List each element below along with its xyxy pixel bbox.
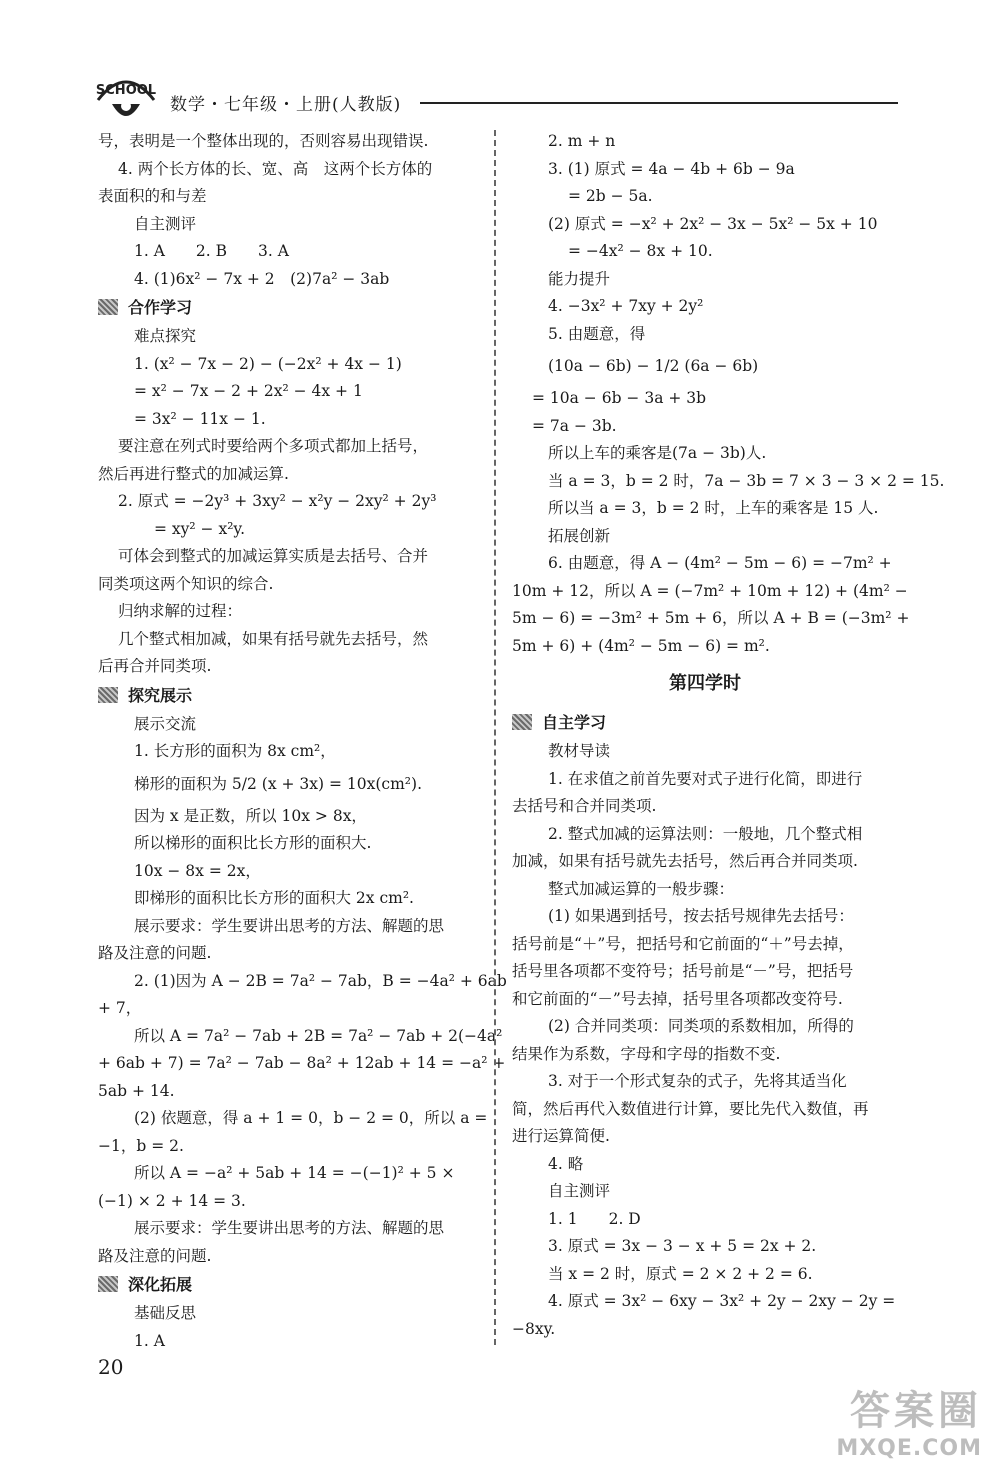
text-line: (1) 如果遇到括号，按去括号规律先去括号： [548,907,854,925]
text-line: 2. m + n [548,132,616,150]
text-line: 加减，如果有括号就先去括号，然后再合并同类项. [512,852,858,870]
text-line: (2) 依题意，得 a + 1 = 0，b − 2 = 0，所以 a = [134,1109,488,1127]
section-title: 探究展示 [128,685,193,705]
text-line: + 6ab + 7) = 7a² − 7ab − 8a² + 12ab + 14 = −a² + [98,1054,506,1072]
text-line: 10x − 8x = 2x， [134,861,261,880]
text-line: 然后再进行整式的加减运算. [98,464,289,483]
text-line: 号，表明是一个整体出现的，否则容易出现错误. [98,132,429,150]
text-line: 所以当 a = 3，b = 2 时，上车的乘客是 15 人. [548,499,879,517]
text-line: 路及注意的问题. [98,944,212,962]
page-number: 20 [98,1355,124,1379]
text-line: 5m + 6) + (4m² − 5m − 6) = m². [512,636,770,655]
text-line: 5m − 6) = −3m² + 5m + 6，所以 A + B = (−3m² + [512,609,910,627]
text-line: 当 x = 2 时，原式 = 2 × 2 + 2 = 6. [548,1264,813,1283]
section-heading [98,1270,480,1300]
text-line: (2) 合并同类项：同类项的系数相加，所得的 [548,1017,854,1035]
section-heading [98,681,480,711]
text-line: 3. 对于一个形式复杂的式子，先将其适当化 [548,1072,847,1090]
lesson-title: 第四学时 [669,673,741,694]
text-line: = −4x² − 8x + 10. [568,242,713,260]
subheading: 自主测评 [134,214,197,233]
text-line: 4. 原式 = 3x² − 6xy − 3x² + 2y − 2xy − 2y = [548,1292,896,1310]
text-line: = 7a − 3b. [532,416,617,435]
logo-text: SCHOOL [95,83,157,98]
text-line: 进行运算简便. [512,1127,610,1145]
section-heading [98,293,480,323]
text-line: 所以 A = −a² + 5ab + 14 = −(−1)² + 5 × [134,1164,455,1182]
text-line: 5ab + 14. [98,1081,175,1100]
text-line: 3. 原式 = 3x − 3 − x + 5 = 2x + 2. [548,1237,817,1255]
text-line: 同类项这两个知识的综合. [98,574,274,593]
text-line: 要注意在列式时要给两个多项式都加上括号， [118,437,429,455]
watermark-main: 答案圈 [850,1388,982,1434]
subheading: 自主测评 [548,1182,611,1200]
text-line: 1. (x² − 7x − 2) − (−2x² + 4x − 1) [134,354,402,373]
text-line: 所以 A = 7a² − 7ab + 2B = 7a² − 7ab + 2(−4a² [134,1026,503,1045]
text-line: (2) 原式 = −x² + 2x² − 3x − 5x² − 5x + 10 [548,214,878,233]
text-line: 路及注意的问题. [98,1246,212,1265]
text-line: = 3x² − 11x − 1. [134,409,266,428]
text-line: = 2b − 5a. [568,187,653,205]
section-icon [98,1276,118,1292]
book-title: 数学・七年级・上册(人教版) [170,95,402,115]
text-line: 表面积的和与差 [98,187,207,205]
subheading: 教材导读 [548,742,611,760]
text-line: 因为 x 是正数，所以 10x > 8x， [134,806,367,825]
text-line: 展示要求：学生要讲出思考的方法、解题的思 [134,1219,445,1237]
right-column [512,128,945,1343]
subheading: 难点探究 [134,327,197,345]
site-watermark [782,1379,982,1461]
text-line: 即梯形的面积比长方形的面积大 2x cm². [134,889,414,907]
watermark-sub: MXQE.COM [836,1436,982,1461]
section-icon [512,714,532,730]
section-title: 合作学习 [128,298,193,317]
text-line: = 10a − 6b − 3a + 3b [532,389,707,407]
text-line: −8xy. [512,1319,556,1338]
section-heading [512,708,898,738]
section-title: 深化拓展 [128,1275,193,1294]
section-icon [98,687,118,703]
text-line: 4. 略 [548,1154,584,1173]
text-line: 括号前是“＋”号，把括号和它前面的“＋”号去掉， [512,934,854,953]
text-line: = x² − 7x − 2 + 2x² − 4x + 1 [134,382,363,400]
text-line: 1. 1 2. D [548,1209,641,1228]
subheading: 能力提升 [548,269,611,288]
text-line: + 7， [98,999,142,1017]
subheading: 拓展创新 [548,526,611,545]
text-line: 所以梯形的面积比长方形的面积大. [134,834,372,852]
text-line: 1. A 2. B 3. A [134,242,289,260]
subheading: 展示交流 [134,714,197,733]
text-line: 3. (1) 原式 = 4a − 4b + 6b − 9a [548,159,795,178]
text-line: 4. 两个长方体的长、宽、高 这两个长方体的 [118,159,433,178]
text-line: 括号里各项都不变符号；括号前是“－”号，把括号 [512,962,854,980]
text-line: 5. 由题意，得 [548,324,646,343]
text-line: (−1) × 2 + 14 = 3. [98,1191,246,1210]
text-line: 4. (1)6x² − 7x + 2 (2)7a² − 3ab [134,269,390,288]
text-line: 2. 整式加减的运算法则：一般地，几个整式相 [548,824,863,843]
text-line: 1. A [134,1331,165,1350]
text-line: 1. 在求值之前首先要对式子进行化简，即进行 [548,769,863,788]
text-line: 6. 由题意，得 A − (4m² − 5m − 6) = −7m² + [548,554,892,572]
text-line: 去括号和合并同类项. [512,797,657,815]
text-line: −1，b = 2. [98,1136,184,1155]
school-logo [90,70,162,130]
text-line: 后再合并同类项. [98,657,212,675]
page-header [90,70,900,130]
text-line: 2. 原式 = −2y³ + 3xy² − x²y − 2xy² + 2y³ [118,492,437,510]
subheading: 基础反思 [134,1304,197,1322]
text-line: 10m + 12，所以 A = (−7m² + 10m + 12) + (4m² − [512,581,908,600]
text-line: 4. −3x² + 7xy + 2y² [548,297,704,315]
section-icon [98,299,118,315]
text-line: 1. 长方形的面积为 8x cm²， [134,742,336,760]
text-line: 梯形的面积为 5/2 (x + 3x) = 10x(cm²). [134,774,422,793]
header-rule [420,102,898,104]
text-line: 可体会到整式的加减运算实质是去括号、合并 [118,547,429,565]
left-column [98,128,507,1355]
text-line: (10a − 6b) − 1/2 (6a − 6b) [548,357,759,375]
text-line: 当 a = 3，b = 2 时，7a − 3b = 7 × 3 − 3 × 2 = 15. [548,471,945,490]
text-line: 和它前面的“－”号去掉，括号里各项都改变符号. [512,989,843,1008]
text-line: 所以上车的乘客是(7a − 3b)人. [548,444,767,462]
text-line: 几个整式相加减，如果有括号就先去括号，然 [118,629,429,648]
text-line: 整式加减运算的一般步骤： [548,879,735,898]
section-title: 自主学习 [542,713,607,732]
text-line: 2. (1)因为 A − 2B = 7a² − 7ab，B = −4a² + 6ab [134,971,507,990]
text-line: 归纳求解的过程： [118,602,243,620]
text-line: = xy² − x²y. [154,519,246,538]
text-line: 展示要求：学生要讲出思考的方法、解题的思 [134,916,445,935]
text-line: 结果作为系数，字母和字母的指数不变. [512,1044,781,1063]
text-line: 简，然后再代入数值进行计算，要比先代入数值，再 [512,1099,869,1118]
column-divider [494,130,496,1345]
